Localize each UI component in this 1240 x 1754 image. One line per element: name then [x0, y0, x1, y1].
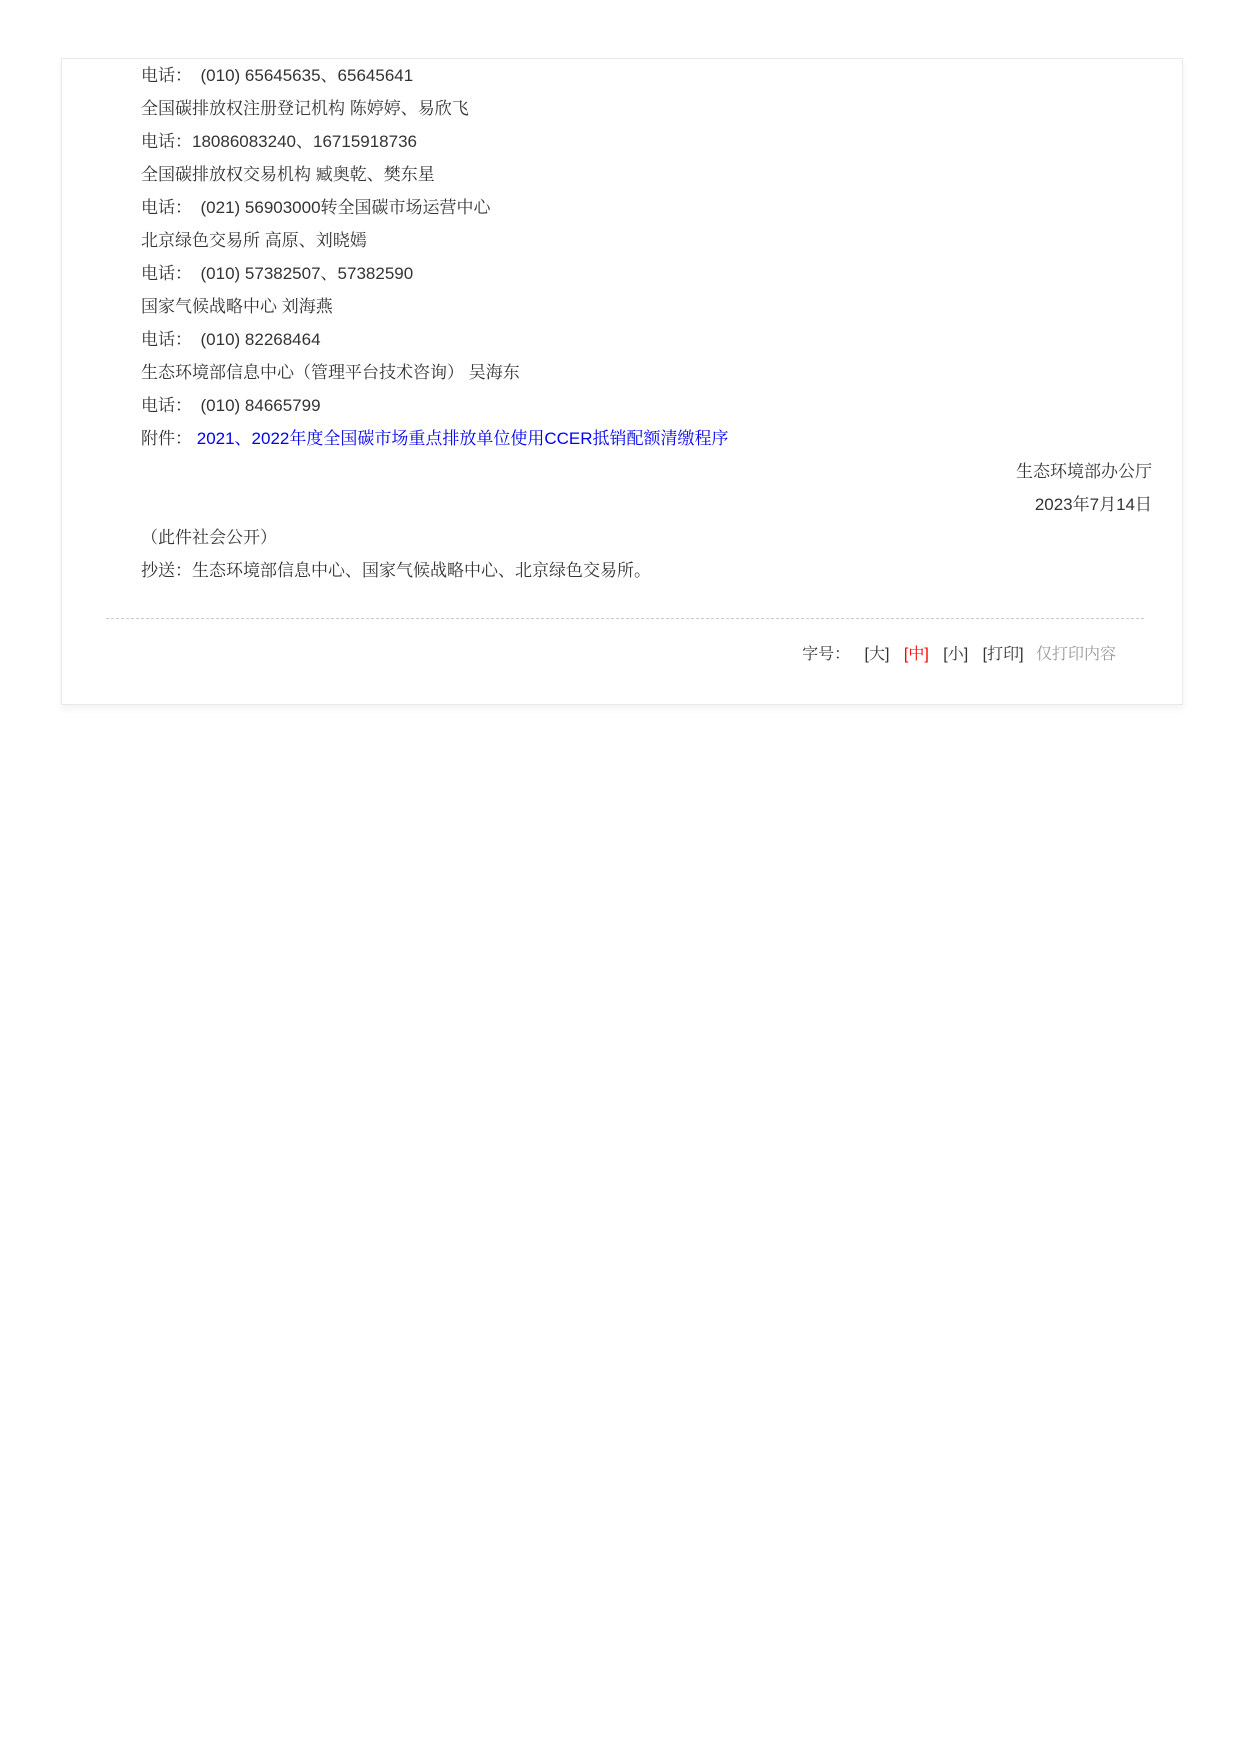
contact-line: 电话： (010) 65645635、65645641	[141, 66, 414, 85]
issuer-line: 生态环境部办公厅	[1016, 462, 1152, 481]
contact-line: 国家气候战略中心 刘海燕	[141, 297, 333, 316]
contact-line: 电话： (010) 82268464	[141, 330, 321, 349]
attachment-label: 附件：	[141, 429, 192, 448]
public-note: （此件社会公开）	[141, 528, 277, 547]
print-button[interactable]: [打印]	[982, 646, 1024, 663]
font-size-large-button[interactable]: [大]	[864, 646, 890, 663]
attachment-link[interactable]: 2021、2022年度全国碳市场重点排放单位使用CCER抵销配额清缴程序	[196, 429, 729, 448]
font-size-small-button[interactable]: [小]	[943, 646, 969, 663]
date-line: 2023年7月14日	[1034, 495, 1152, 514]
contact-line: 电话：18086083240、16715918736	[141, 132, 418, 151]
font-size-medium-button[interactable]: [中]	[903, 646, 929, 663]
contact-line: 全国碳排放权注册登记机构 陈婷婷、易欣飞	[141, 99, 469, 118]
contact-line: 全国碳排放权交易机构 臧奥乾、樊东星	[141, 165, 435, 184]
print-only-note: 仅打印内容	[1035, 646, 1116, 663]
attachment-line	[92, 422, 1152, 455]
contact-line: 电话： (010) 57382507、57382590	[141, 264, 414, 283]
dashed-divider	[106, 618, 1144, 619]
font-size-label: 字号：	[802, 646, 851, 663]
document-body	[62, 59, 1182, 587]
cc-line: 抄送：生态环境部信息中心、国家气候战略中心、北京绿色交易所。	[141, 561, 651, 580]
contact-line: 北京绿色交易所 高原、刘晓嫣	[141, 231, 367, 250]
contact-line: 电话： (010) 84665799	[141, 396, 321, 415]
font-size-toolbar	[62, 645, 1182, 665]
contact-line: 生态环境部信息中心（管理平台技术咨询） 吴海东	[141, 363, 520, 382]
contact-line: 电话： (021) 56903000转全国碳市场运营中心	[141, 198, 491, 217]
document-card	[61, 58, 1183, 705]
